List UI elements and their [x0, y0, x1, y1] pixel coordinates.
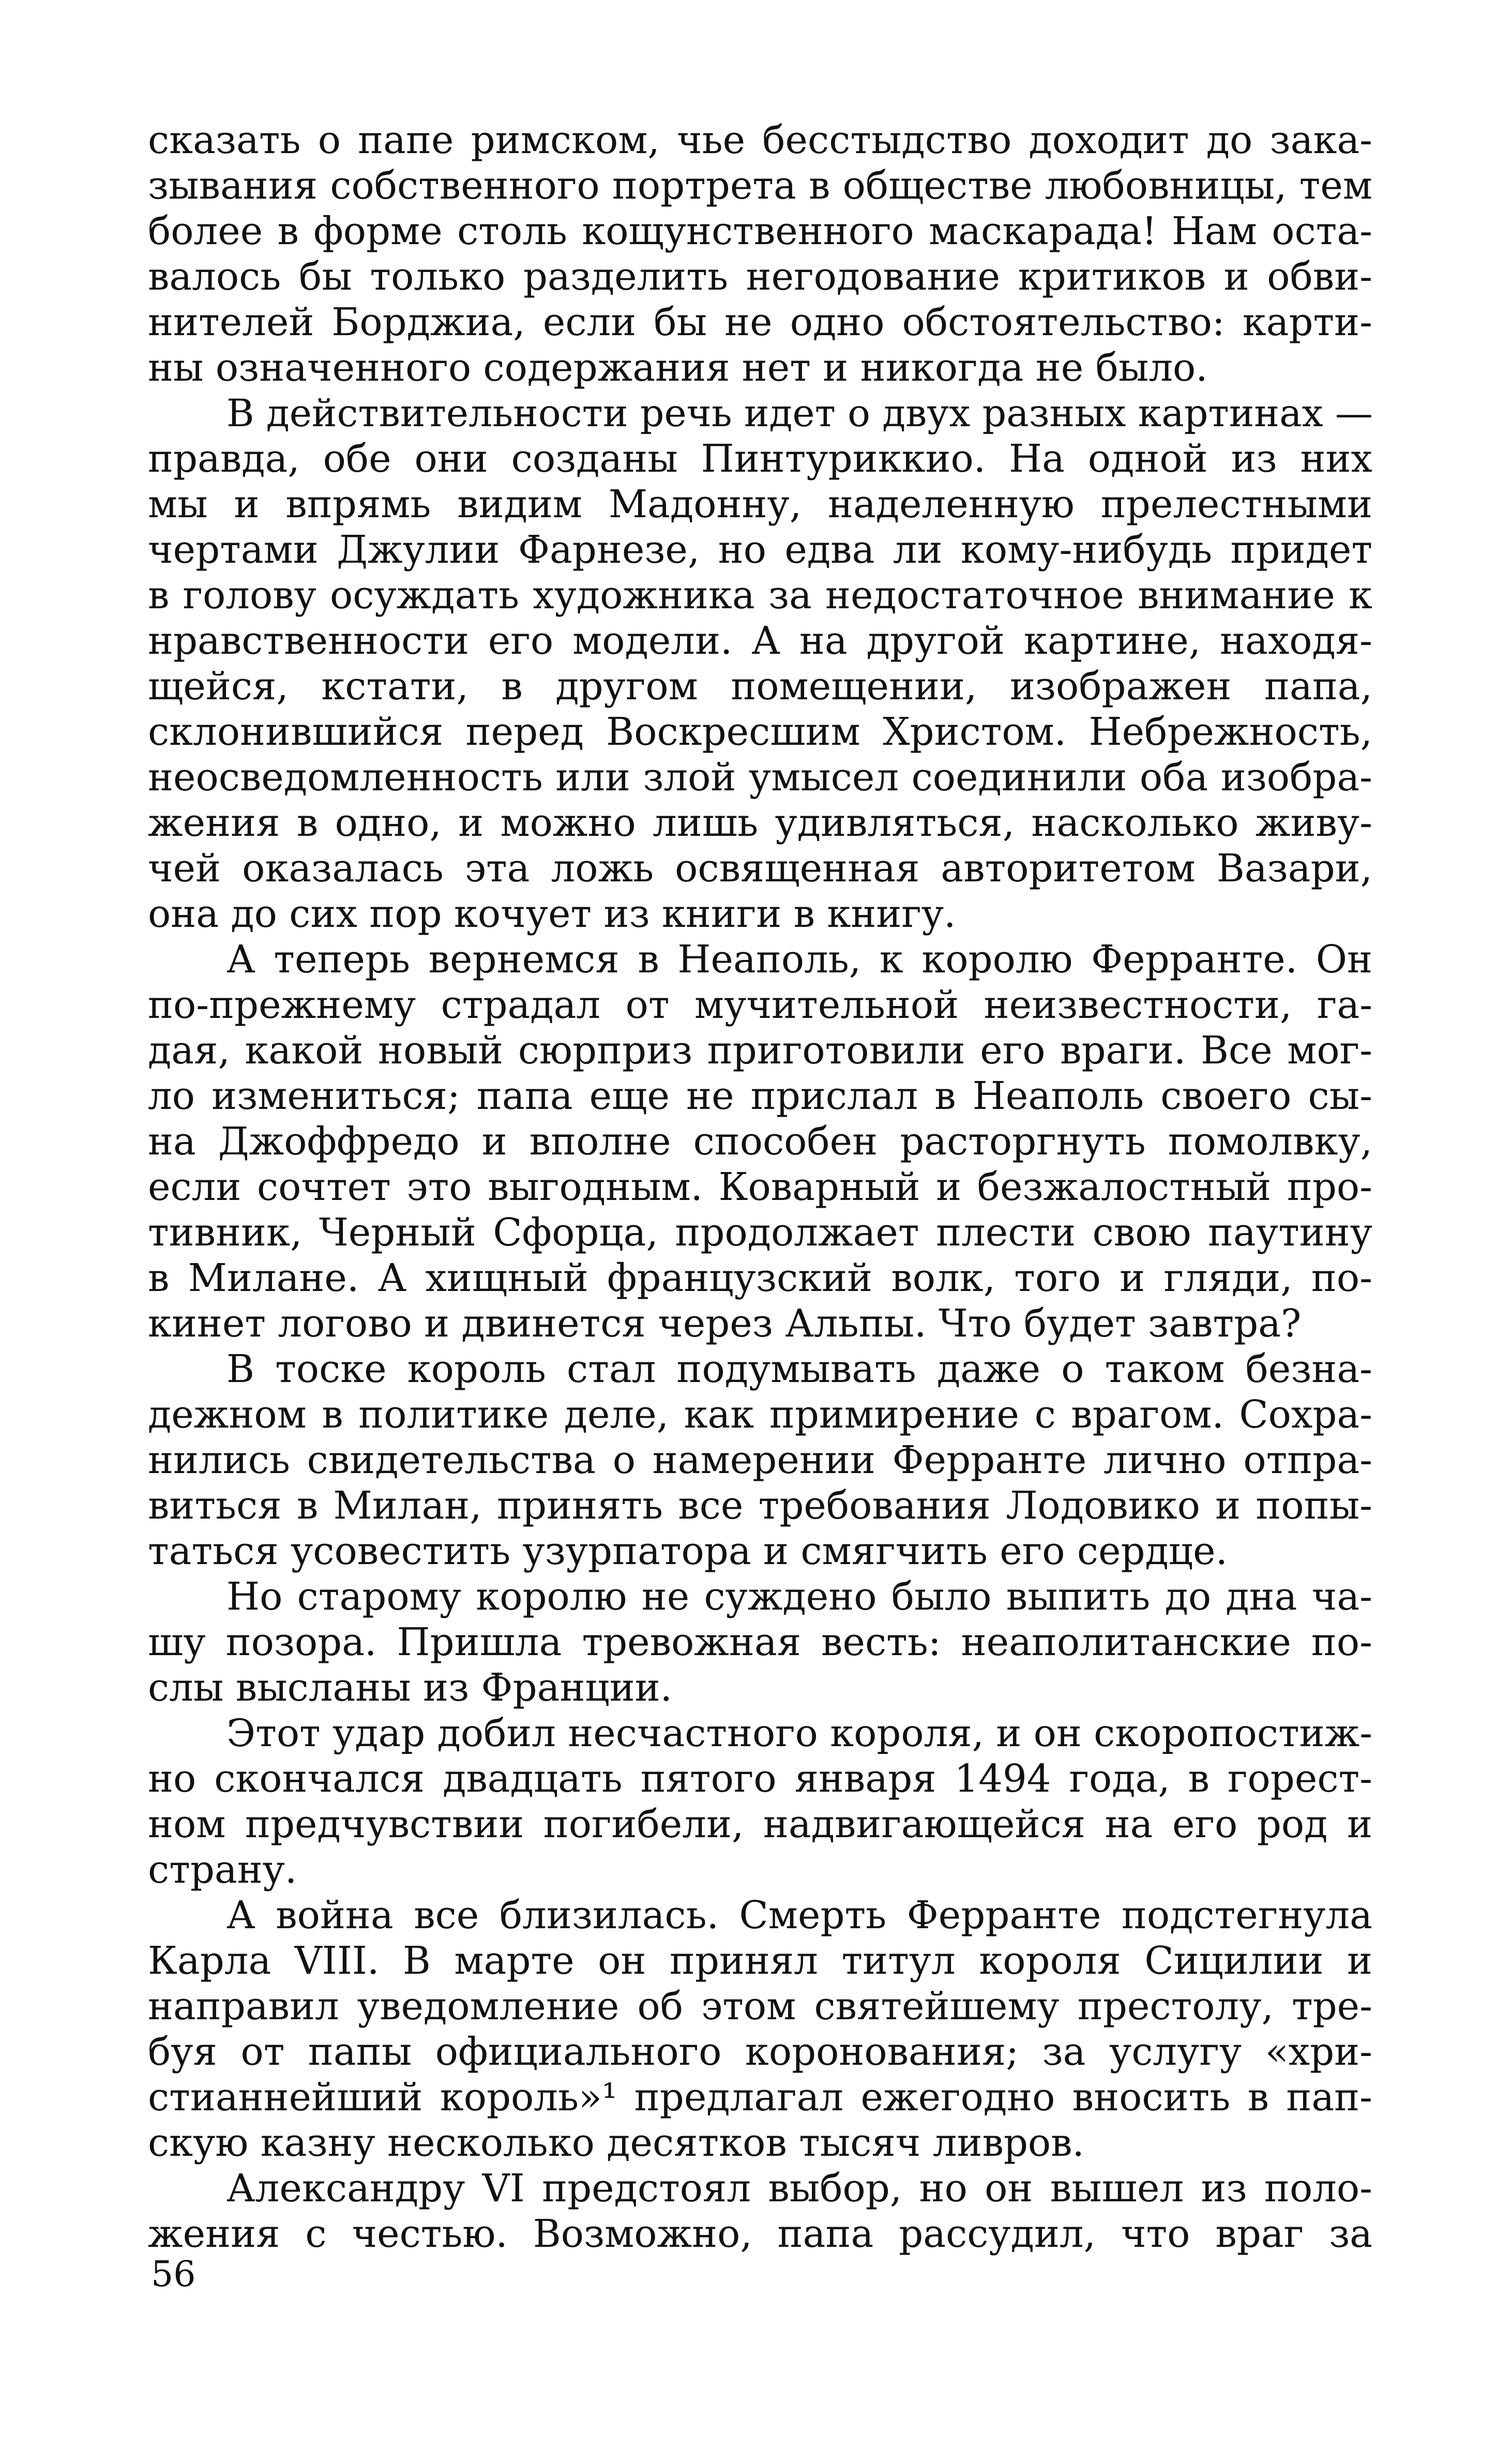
- text-line: неосведомленность или злой умысел соединили оба изобра-: [148, 756, 1372, 800]
- text-line: В действительности речь идет о двух разных картинах —: [226, 392, 1373, 436]
- text-line: буя от папы официального коронования; за услугу «хри-: [148, 2030, 1372, 2074]
- text-line: Но старому королю не суждено было выпить до дна ча-: [226, 1575, 1372, 1619]
- text-line: нились свидетельства о намерении Ферранте лично отпра-: [148, 1438, 1372, 1482]
- text-line: мы и впрямь видим Мадонну, наделенную прелестными: [148, 483, 1372, 527]
- text-line: чертами Джулии Фарнезе, но едва ли кому-нибудь придет: [148, 528, 1372, 572]
- text-line: стианнейший король»¹ предлагал ежегодно вносить в пап-: [148, 2076, 1372, 2120]
- text-line: тивник, Черный Сфорца, продолжает плести свою паутину: [148, 1211, 1372, 1255]
- text-line: чей оказалась эта ложь освященная авторитетом Вазари,: [148, 847, 1372, 891]
- text-line: дежном в политике деле, как примирение с врагом. Сохра-: [148, 1393, 1372, 1437]
- text-line: направил уведомление об этом святейшему престолу, тре-: [148, 1985, 1372, 2029]
- text-line: ло измениться; папа еще не прислал в Неаполь своего сы-: [148, 1074, 1372, 1118]
- text-line: по-прежнему страдал от мучительной неизвестности, га-: [148, 983, 1372, 1027]
- text-line: кинет логово и двинется через Альпы. Что будет завтра?: [148, 1302, 1302, 1346]
- text-line: В тоске король стал подумывать даже о таком безна-: [226, 1347, 1372, 1391]
- text-line: слы высланы из Франции.: [148, 1666, 673, 1710]
- text-line: сказать о папе римском, чье бесстыдство доходит до зака-: [148, 118, 1372, 162]
- text-line: виться в Милан, принять все требования Лодовико и попы-: [148, 1484, 1372, 1528]
- text-line: она до сих пор кочует из книги в книгу.: [148, 892, 956, 936]
- text-line: щейся, кстати, в другом помещении, изображен папа,: [148, 665, 1372, 709]
- text-line: ны означенного содержания нет и никогда не было.: [148, 346, 1208, 390]
- text-line: А теперь вернемся в Неаполь, к королю Ферранте. Он: [226, 938, 1372, 982]
- text-line: дая, какой новый сюрприз приготовили его враги. Все мог-: [148, 1029, 1372, 1073]
- body-text: [148, 118, 1372, 2257]
- text-line: жения в одно, и можно лишь удивляться, насколько живу-: [148, 801, 1372, 845]
- text-line: зывания собственного портрета в обществе любовницы, тем: [148, 164, 1372, 208]
- text-line: нравственности его модели. А на другой картине, находя-: [148, 619, 1372, 663]
- text-line: но скончался двадцать пятого января 1494 года, в горест-: [148, 1757, 1372, 1801]
- text-line: Этот удар добил несчастного короля, и он скоропостиж-: [226, 1712, 1372, 1755]
- text-line: А война все близилась. Смерть Ферранте подстегнула: [226, 1894, 1372, 1938]
- page-number: 56: [151, 2254, 196, 2295]
- text-line: шу позора. Пришла тревожная весть: неаполитанские по-: [148, 1620, 1372, 1664]
- text-line: ном предчувствии погибели, надвигающейся на его род и: [148, 1803, 1372, 1847]
- text-line: жения с честью. Возможно, папа рассудил, что враг за: [148, 2212, 1372, 2256]
- text-line: скую казну несколько десятков тысяч ливров.: [148, 2121, 1084, 2165]
- text-line: Александру VI предстоял выбор, но он вышел из поло-: [226, 2167, 1372, 2211]
- text-line: нителей Борджиа, если бы не одно обстоятельство: карти-: [148, 301, 1372, 344]
- text-line: валось бы только разделить негодование критиков и обви-: [148, 255, 1372, 299]
- text-line: правда, обе они созданы Пинтуриккио. На одной из них: [148, 437, 1372, 481]
- text-line: на Джоффредо и вполне способен расторгнуть помолвку,: [148, 1120, 1372, 1164]
- text-line: в голову осуждать художника за недостаточное внимание к: [148, 574, 1372, 618]
- text-line: Карла VIII. В марте он принял титул короля Сицилии и: [148, 1939, 1372, 1983]
- text-line: склонившийся перед Воскресшим Христом. Небрежность,: [148, 710, 1372, 754]
- text-line: страну.: [148, 1848, 297, 1892]
- text-line: в Милане. А хищный французский волк, того и гляди, по-: [148, 1256, 1372, 1300]
- text-line: более в форме столь кощунственного маскарада! Нам оста-: [148, 209, 1372, 253]
- text-line: если сочтет это выгодным. Коварный и безжалостный про-: [148, 1165, 1372, 1209]
- text-line: таться усовестить узурпатора и смягчить его сердце.: [148, 1529, 1228, 1573]
